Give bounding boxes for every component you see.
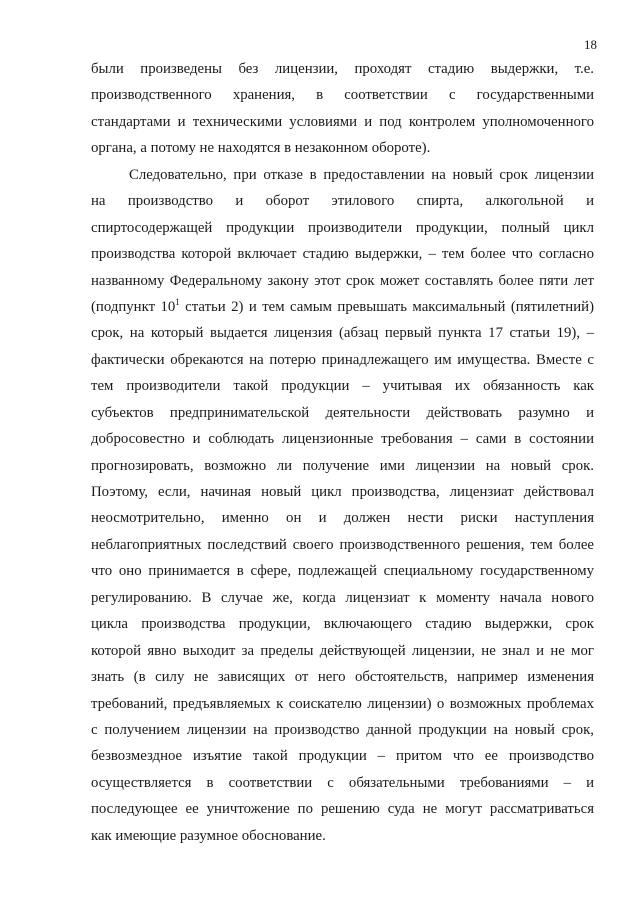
text-line: названному Федеральному закону этот срок может составлять более пяти лет (91, 272, 594, 289)
text-line: неосмотрительно, именно он и должен нести риски наступления (91, 510, 594, 527)
text-line: неблагоприятных последствий своего производственного решения, тем более (91, 536, 594, 553)
text-line: безвозмездное изъятие такой продукции – притом что ее производство (91, 748, 594, 765)
text-line: тем производители такой продукции – учитывая их обязанность как (91, 378, 594, 395)
text-line: производственного хранения, в соответствии с государственными (91, 87, 594, 104)
text-line: последующее ее уничтожение по решению суда не могут рассматриваться (91, 801, 594, 818)
text-line: Поэтому, если, начиная новый цикл производства, лицензиат действовал (91, 484, 594, 500)
text-line: стандартами и техническими условиями и под контролем уполномоченного (91, 113, 594, 130)
body-text (91, 56, 594, 849)
text-line (91, 294, 594, 320)
text-line: как имеющие разумное обоснование. (91, 827, 326, 844)
text-line: с получением лицензии на производство данной продукции на новый срок, (91, 721, 594, 738)
text-line: которой явно выходит за пределы действующей лицензии, не знал и не мог (91, 642, 594, 659)
text-line: производства которой включает стадию выдержки, – тем более что согласно (91, 246, 594, 263)
text-line: что оно принимается в сфере, подлежащей специальному государственному (91, 563, 594, 580)
text-line: органа, а потому не находятся в незаконном обороте). (91, 140, 431, 157)
text-line: срок, на который выдается лицензия (абзац первый пункта 17 статьи 19), – (91, 325, 594, 342)
text-fragment: (подпункт 10 (91, 298, 176, 315)
text-fragment: статьи 2) и тем самым превышать максимальный (пятилетний) (179, 298, 594, 315)
superscript: 1 (175, 296, 180, 307)
text-line: регулированию. В случае же, когда лицензиат к моменту начала нового (91, 589, 594, 606)
text-line: Следовательно, при отказе в предоставлении на новый срок лицензии (129, 166, 594, 183)
text-line: субъектов предпринимательской деятельности действовать разумно и (91, 404, 594, 421)
text-line: знать (в силу не зависящих от него обстоятельств, например изменения (91, 669, 594, 686)
text-line: добросовестно и соблюдать лицензионные требования – сами в состоянии (91, 431, 594, 448)
text-line: спиртосодержащей продукции производители продукции, полный цикл (91, 219, 594, 236)
text-line: прогнозировать, возможно ли получение ими лицензии на новый срок. (91, 457, 594, 474)
page-number: 18 (584, 37, 597, 52)
text-line: цикла производства продукции, включающего стадию выдержки, срок (91, 616, 594, 633)
text-line: фактически обрекаются на потерю принадлежащего им имущества. Вместе с (91, 351, 594, 368)
text-line: осуществляется в соответствии с обязательными требованиями – и (91, 774, 594, 791)
text-line: на производство и оборот этилового спирта, алкогольной и (91, 193, 594, 210)
text-line: требований, предъявляемых к соискателю лицензии) о возможных проблемах (91, 695, 594, 712)
text-line: были произведены без лицензии, проходят стадию выдержки, т.е. (91, 61, 594, 77)
